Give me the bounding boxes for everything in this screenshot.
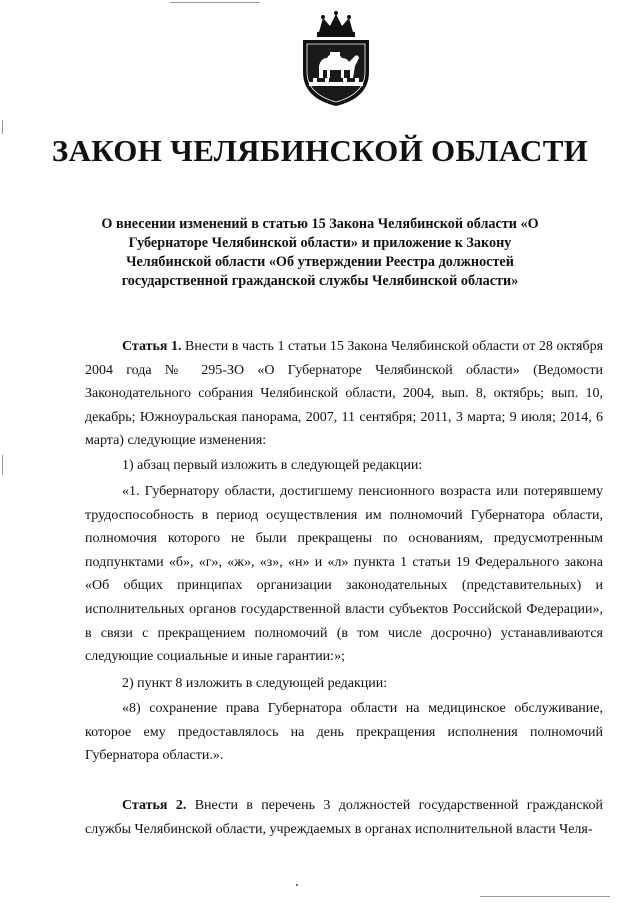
- law-title: ЗАКОН ЧЕЛЯБИНСКОЙ ОБЛАСТИ: [51, 133, 589, 168]
- scan-artifact-left: [2, 120, 3, 134]
- article-1-intro: Внести в часть 1 статьи 15 Закона Челябинской области от 28 октября 2004 года № 295-ЗО «О Губернаторе Челябинской области» (Ведомости Законодательного собрания Челябинской области, 2004, вып. 8, октябрь; вып. 10, декабрь; Южноуральская панорама, 2007, 11 сентября; 2011, 3 марта; 9 июля; 2014, 6 марта) следующие изменения:: [85, 339, 604, 449]
- article-1-paragraph: [85, 335, 603, 453]
- coat-of-arms-emblem: [297, 10, 375, 108]
- scan-artifact-left-2: [2, 455, 3, 475]
- law-subtitle: О внесении изменений в статью 15 Закона Челябинской области «О Губернаторе Челябинской области» и приложение к Закону Челябинской области «Об утверждении Реестра должностей государственной гражданской службы Челябинской области»: [101, 216, 539, 289]
- article-2-paragraph: [85, 794, 603, 841]
- article-1-quote-1: «1. Губернатору области, достигшему пенсионного возраста или потерявшему трудоспособность в период осуществления им полномочий Губернатора области, полномочия которого не были прекращены по основаниям, предусмотренным подпунктами «б», «г», «ж», «з», «н» и «л» пункта 1 статьи 19 Федерального закона «Об общих принципах организации законодательных (представительных) и исполнительных органов государственной власти субъектов Российской Федерации», в связи с прекращением полномочий (в том числе досрочно) устанавливаются следующие социальные и иные гарантии:»;: [85, 484, 603, 665]
- scan-artifact-top: [170, 2, 260, 3]
- scan-artifact-bottom: [480, 896, 610, 897]
- scan-dot: [296, 884, 298, 886]
- article-1-item-1: 1) абзац первый изложить в следующей редакции:: [122, 458, 423, 473]
- article-1-quote-2: «8) сохранение права Губернатора области на медицинское обслуживание, которое ему предоставлялось на день прекращения исполнения полномочий Губернатора области.».: [85, 701, 603, 764]
- article-2-label: Статья 2.: [122, 798, 187, 813]
- article-1-item-2: 2) пункт 8 изложить в следующей редакции:: [122, 676, 388, 691]
- article-1-label: Статья 1.: [122, 339, 182, 354]
- article-2-text: Внести в перечень 3 должностей государственной гражданской службы Челябинской области, учреждаемых в органах исполнительной власти Челя-: [85, 798, 603, 837]
